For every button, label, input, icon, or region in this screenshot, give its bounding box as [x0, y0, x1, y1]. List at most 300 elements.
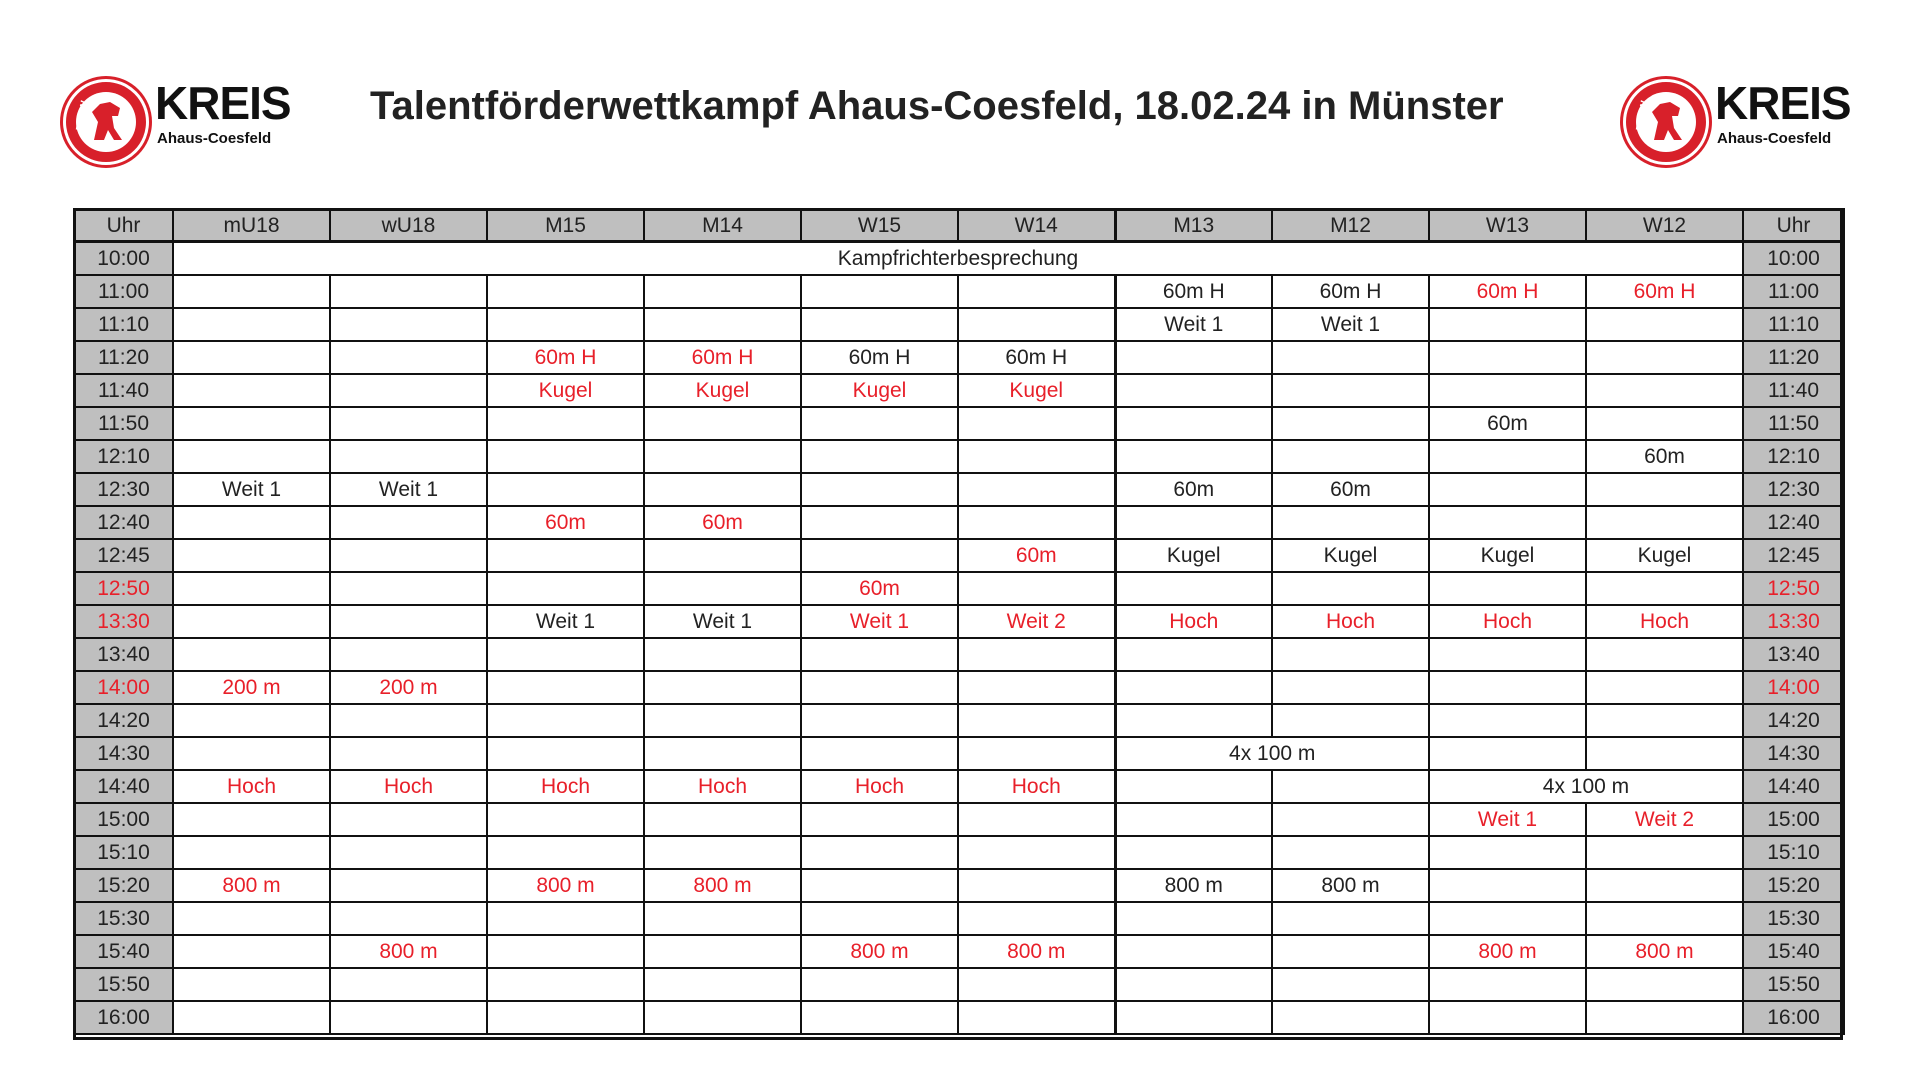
event-cell — [1115, 638, 1272, 671]
event-cell — [330, 572, 487, 605]
event-cell — [644, 704, 801, 737]
event-cell — [1429, 737, 1586, 770]
event-cell: 800 m — [330, 935, 487, 968]
event-cell — [330, 506, 487, 539]
event-cell: 60m H — [1429, 275, 1586, 308]
event-cell — [1115, 803, 1272, 836]
time-cell: 14:40 — [74, 770, 173, 803]
time-cell: 15:20 — [1743, 869, 1844, 902]
event-cell — [1115, 770, 1272, 803]
relay-cell: 4x 100 m — [1429, 770, 1743, 803]
event-cell — [644, 968, 801, 1001]
event-cell — [1115, 671, 1272, 704]
event-cell — [644, 638, 801, 671]
event-cell — [1586, 737, 1743, 770]
event-cell — [1272, 506, 1429, 539]
table-row — [74, 803, 1844, 836]
column-header: W13 — [1429, 209, 1586, 242]
time-cell: 13:40 — [1743, 638, 1844, 671]
event-cell — [1115, 836, 1272, 869]
event-cell — [801, 539, 958, 572]
event-cell — [644, 737, 801, 770]
event-cell — [1429, 506, 1586, 539]
event-cell: 200 m — [330, 671, 487, 704]
event-cell — [644, 308, 801, 341]
time-cell: 16:00 — [1743, 1001, 1844, 1034]
event-cell — [1429, 869, 1586, 902]
event-cell — [801, 638, 958, 671]
event-cell — [801, 407, 958, 440]
table-row — [74, 1001, 1844, 1034]
table-row — [74, 902, 1844, 935]
event-cell — [958, 968, 1115, 1001]
event-cell — [801, 902, 958, 935]
event-cell — [1429, 473, 1586, 506]
time-cell: 11:50 — [74, 407, 173, 440]
time-cell: 12:30 — [74, 473, 173, 506]
event-cell — [1115, 407, 1272, 440]
event-cell — [1272, 803, 1429, 836]
table-row — [74, 572, 1844, 605]
event-cell: Weit 2 — [1586, 803, 1743, 836]
event-cell — [1272, 770, 1429, 803]
event-cell — [487, 836, 644, 869]
event-cell — [1115, 506, 1272, 539]
event-cell — [330, 308, 487, 341]
event-cell — [1586, 638, 1743, 671]
event-cell: Weit 1 — [801, 605, 958, 638]
event-cell: 800 m — [1115, 869, 1272, 902]
table-row — [74, 506, 1844, 539]
time-cell: 16:00 — [74, 1001, 173, 1034]
event-cell — [173, 836, 330, 869]
column-header: M13 — [1115, 209, 1272, 242]
time-cell: 15:40 — [74, 935, 173, 968]
time-cell: 13:30 — [74, 605, 173, 638]
event-cell — [173, 737, 330, 770]
event-cell: Weit 1 — [330, 473, 487, 506]
event-cell: Kugel — [1115, 539, 1272, 572]
relay-cell: 4x 100 m — [1115, 737, 1429, 770]
time-cell: 11:20 — [74, 341, 173, 374]
event-cell — [487, 737, 644, 770]
event-cell: Kugel — [1272, 539, 1429, 572]
event-cell — [801, 506, 958, 539]
event-cell — [644, 539, 801, 572]
event-cell — [173, 572, 330, 605]
time-cell: 11:10 — [74, 308, 173, 341]
table-row — [74, 308, 1844, 341]
table-row — [74, 638, 1844, 671]
kreis-logo-left — [63, 76, 303, 162]
event-cell — [1429, 374, 1586, 407]
event-cell — [1272, 935, 1429, 968]
event-cell — [1115, 1001, 1272, 1034]
time-cell: 15:20 — [74, 869, 173, 902]
event-cell: Weit 2 — [958, 605, 1115, 638]
event-cell: Hoch — [1272, 605, 1429, 638]
event-cell — [487, 803, 644, 836]
event-cell — [330, 869, 487, 902]
event-cell: Hoch — [958, 770, 1115, 803]
event-cell — [487, 308, 644, 341]
event-cell — [1429, 671, 1586, 704]
table-row — [74, 770, 1844, 803]
time-cell: 14:00 — [1743, 671, 1844, 704]
column-header: W14 — [958, 209, 1115, 242]
time-cell: 12:50 — [74, 572, 173, 605]
event-cell: 60m — [958, 539, 1115, 572]
event-cell — [1272, 836, 1429, 869]
time-cell: 14:20 — [1743, 704, 1844, 737]
event-cell — [1586, 506, 1743, 539]
time-cell: 14:40 — [1743, 770, 1844, 803]
event-cell — [1586, 374, 1743, 407]
time-cell: 11:00 — [1743, 275, 1844, 308]
table-row — [74, 671, 1844, 704]
event-cell — [1586, 869, 1743, 902]
event-cell: Weit 1 — [1272, 308, 1429, 341]
event-cell: Hoch — [644, 770, 801, 803]
event-cell — [958, 440, 1115, 473]
event-cell — [487, 572, 644, 605]
column-header: M12 — [1272, 209, 1429, 242]
logo-word: KREIS — [155, 77, 291, 129]
time-cell: 12:45 — [74, 539, 173, 572]
event-cell — [1272, 671, 1429, 704]
event-cell — [801, 275, 958, 308]
event-cell — [330, 539, 487, 572]
event-cell — [330, 1001, 487, 1034]
span-cell: Kampfrichterbesprechung — [173, 242, 1743, 276]
svg-text:FLVW: FLVW — [74, 99, 92, 132]
event-cell — [801, 704, 958, 737]
event-cell: 800 m — [644, 869, 801, 902]
event-cell: 800 m — [1586, 935, 1743, 968]
event-cell: Hoch — [173, 770, 330, 803]
event-cell — [487, 968, 644, 1001]
event-cell — [487, 935, 644, 968]
table-row — [74, 242, 1844, 276]
time-cell: 11:40 — [1743, 374, 1844, 407]
time-cell: 15:50 — [74, 968, 173, 1001]
event-cell — [801, 869, 958, 902]
event-cell: Hoch — [330, 770, 487, 803]
table-row — [74, 737, 1844, 770]
event-cell — [330, 374, 487, 407]
event-cell — [1429, 968, 1586, 1001]
table-row — [74, 539, 1844, 572]
event-cell: Kugel — [958, 374, 1115, 407]
event-cell — [1272, 572, 1429, 605]
event-cell — [1115, 935, 1272, 968]
table-row — [74, 869, 1844, 902]
event-cell — [1272, 1001, 1429, 1034]
event-cell — [173, 638, 330, 671]
event-cell: 60m H — [487, 341, 644, 374]
table-row — [74, 968, 1844, 1001]
event-cell: 60m H — [958, 341, 1115, 374]
time-cell: 14:00 — [74, 671, 173, 704]
event-cell — [1586, 704, 1743, 737]
logo-word: KREIS — [1715, 77, 1851, 129]
event-cell — [644, 440, 801, 473]
event-cell: Hoch — [1429, 605, 1586, 638]
event-cell: 60m H — [1586, 275, 1743, 308]
page-title: Talentförderwettkampf Ahaus-Coesfeld, 18.02.24 in Münster — [370, 84, 1504, 128]
event-cell — [958, 506, 1115, 539]
event-cell: 60m — [1429, 407, 1586, 440]
time-cell: 12:10 — [1743, 440, 1844, 473]
event-cell — [1272, 341, 1429, 374]
event-cell — [173, 539, 330, 572]
time-cell: 10:00 — [1743, 242, 1844, 276]
event-cell — [801, 308, 958, 341]
event-cell: 60m H — [801, 341, 958, 374]
table-row — [74, 473, 1844, 506]
time-cell: 14:20 — [74, 704, 173, 737]
time-cell: 11:00 — [74, 275, 173, 308]
event-cell — [1586, 572, 1743, 605]
event-cell: Weit 1 — [487, 605, 644, 638]
event-cell: 800 m — [487, 869, 644, 902]
time-cell: 15:30 — [74, 902, 173, 935]
event-cell — [801, 440, 958, 473]
event-cell — [958, 572, 1115, 605]
column-header: Uhr — [1743, 209, 1844, 242]
event-cell — [1586, 902, 1743, 935]
time-cell: 12:30 — [1743, 473, 1844, 506]
event-cell — [644, 572, 801, 605]
event-cell — [801, 671, 958, 704]
event-cell — [1272, 902, 1429, 935]
event-cell — [1429, 638, 1586, 671]
event-cell — [1586, 836, 1743, 869]
event-cell — [173, 605, 330, 638]
event-cell — [173, 308, 330, 341]
event-cell — [330, 440, 487, 473]
event-cell — [958, 836, 1115, 869]
event-cell — [644, 803, 801, 836]
schedule-table — [73, 208, 1845, 1035]
event-cell — [958, 869, 1115, 902]
event-cell — [1272, 374, 1429, 407]
table-row — [74, 440, 1844, 473]
event-cell — [173, 935, 330, 968]
event-cell — [173, 407, 330, 440]
event-cell — [487, 275, 644, 308]
event-cell — [330, 902, 487, 935]
event-cell: 60m H — [1272, 275, 1429, 308]
time-cell: 15:10 — [74, 836, 173, 869]
column-header: mU18 — [173, 209, 330, 242]
event-cell — [958, 473, 1115, 506]
column-header: Uhr — [74, 209, 173, 242]
event-cell — [644, 902, 801, 935]
event-cell — [801, 473, 958, 506]
event-cell: Kugel — [644, 374, 801, 407]
event-cell — [487, 473, 644, 506]
event-cell — [487, 902, 644, 935]
event-cell — [958, 1001, 1115, 1034]
event-cell: 800 m — [801, 935, 958, 968]
time-cell: 12:45 — [1743, 539, 1844, 572]
event-cell — [958, 275, 1115, 308]
event-cell — [173, 506, 330, 539]
event-cell — [1429, 704, 1586, 737]
event-cell — [801, 968, 958, 1001]
event-cell — [1115, 572, 1272, 605]
event-cell — [173, 968, 330, 1001]
event-cell — [644, 275, 801, 308]
event-cell — [801, 1001, 958, 1034]
event-cell — [173, 704, 330, 737]
column-header: W15 — [801, 209, 958, 242]
time-cell: 11:50 — [1743, 407, 1844, 440]
table-header-row — [74, 209, 1844, 242]
time-cell: 15:50 — [1743, 968, 1844, 1001]
event-cell: 60m H — [1115, 275, 1272, 308]
event-cell: Hoch — [1586, 605, 1743, 638]
time-cell: 12:50 — [1743, 572, 1844, 605]
event-cell — [173, 275, 330, 308]
event-cell — [173, 374, 330, 407]
time-cell: 15:00 — [1743, 803, 1844, 836]
event-cell — [487, 539, 644, 572]
event-cell — [173, 341, 330, 374]
event-cell — [958, 407, 1115, 440]
time-cell: 12:40 — [1743, 506, 1844, 539]
event-cell — [1429, 572, 1586, 605]
event-cell — [1115, 374, 1272, 407]
event-cell — [487, 407, 644, 440]
event-cell — [487, 638, 644, 671]
table-row — [74, 704, 1844, 737]
event-cell: 60m — [487, 506, 644, 539]
event-cell: 800 m — [1429, 935, 1586, 968]
event-cell — [1429, 902, 1586, 935]
event-cell: Weit 1 — [1115, 308, 1272, 341]
event-cell — [1115, 440, 1272, 473]
event-cell — [330, 638, 487, 671]
event-cell — [1429, 1001, 1586, 1034]
event-cell — [1429, 440, 1586, 473]
event-cell — [1429, 836, 1586, 869]
event-cell: 60m H — [644, 341, 801, 374]
event-cell — [330, 407, 487, 440]
event-cell: Kugel — [1429, 539, 1586, 572]
event-cell — [330, 737, 487, 770]
time-cell: 14:30 — [74, 737, 173, 770]
event-cell — [958, 902, 1115, 935]
column-header: M14 — [644, 209, 801, 242]
event-cell — [644, 671, 801, 704]
event-cell — [1586, 308, 1743, 341]
event-cell — [173, 1001, 330, 1034]
event-cell — [958, 803, 1115, 836]
event-cell: 200 m — [173, 671, 330, 704]
event-cell — [487, 671, 644, 704]
event-cell: 800 m — [1272, 869, 1429, 902]
event-cell — [487, 704, 644, 737]
time-cell: 12:40 — [74, 506, 173, 539]
event-cell: 60m — [644, 506, 801, 539]
event-cell — [644, 407, 801, 440]
event-cell — [644, 473, 801, 506]
column-header: M15 — [487, 209, 644, 242]
event-cell — [1586, 407, 1743, 440]
event-cell: 60m — [1272, 473, 1429, 506]
time-cell: 11:10 — [1743, 308, 1844, 341]
logo-subtitle: Ahaus-Coesfeld — [157, 130, 272, 147]
event-cell — [487, 1001, 644, 1034]
event-cell: 800 m — [958, 935, 1115, 968]
event-cell — [1429, 341, 1586, 374]
table-row — [74, 836, 1844, 869]
event-cell — [330, 341, 487, 374]
time-cell: 10:00 — [74, 242, 173, 276]
event-cell — [173, 440, 330, 473]
event-cell — [1272, 638, 1429, 671]
event-cell — [330, 836, 487, 869]
event-cell — [1272, 407, 1429, 440]
time-cell: 11:20 — [1743, 341, 1844, 374]
event-cell: Hoch — [487, 770, 644, 803]
event-cell: 60m — [801, 572, 958, 605]
event-cell — [958, 704, 1115, 737]
event-cell — [644, 1001, 801, 1034]
event-cell: Weit 1 — [644, 605, 801, 638]
event-cell: 60m — [1586, 440, 1743, 473]
event-cell — [801, 836, 958, 869]
table-row — [74, 341, 1844, 374]
table-row — [74, 407, 1844, 440]
event-cell — [958, 638, 1115, 671]
time-cell: 15:00 — [74, 803, 173, 836]
event-cell: 60m — [1115, 473, 1272, 506]
event-cell — [644, 836, 801, 869]
event-cell — [1272, 968, 1429, 1001]
event-cell — [1586, 968, 1743, 1001]
time-cell: 14:30 — [1743, 737, 1844, 770]
time-cell: 13:40 — [74, 638, 173, 671]
kreis-logo-right — [1623, 76, 1863, 162]
event-cell — [1429, 308, 1586, 341]
time-cell: 13:30 — [1743, 605, 1844, 638]
event-cell — [1115, 341, 1272, 374]
event-cell: Kugel — [801, 374, 958, 407]
table-row — [74, 374, 1844, 407]
svg-text:FLVW: FLVW — [1634, 99, 1652, 132]
event-cell — [330, 803, 487, 836]
event-cell — [644, 935, 801, 968]
event-cell — [330, 968, 487, 1001]
flvw-horse-icon — [63, 79, 149, 165]
table-row — [74, 605, 1844, 638]
event-cell — [958, 308, 1115, 341]
page-header — [0, 0, 1920, 200]
flvw-horse-icon — [1623, 79, 1709, 165]
event-cell: Weit 1 — [1429, 803, 1586, 836]
event-cell: Weit 1 — [173, 473, 330, 506]
event-cell — [330, 275, 487, 308]
time-cell: 12:10 — [74, 440, 173, 473]
event-cell — [1586, 671, 1743, 704]
time-cell: 15:30 — [1743, 902, 1844, 935]
time-cell: 15:40 — [1743, 935, 1844, 968]
event-cell — [1586, 1001, 1743, 1034]
event-cell — [330, 704, 487, 737]
